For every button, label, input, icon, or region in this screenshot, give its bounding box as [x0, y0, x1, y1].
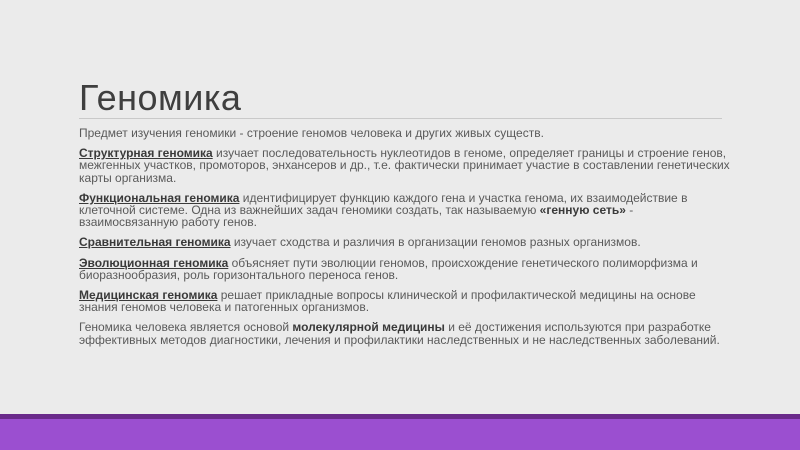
medical-genomics-text: решает прикладные вопросы клинической и профилактической медицины на основе знания геномов человека и патогенных организмов. — [79, 288, 696, 315]
structural-genomics-text: изучает последовательность нуклеотидов в геноме, определяет границы и строение генов, межгенных участков, промоторов, энхансеров и др., т.е. фактически принимает участие в составлении генетических карты организма. — [79, 146, 730, 185]
slide-body — [79, 127, 734, 354]
evolutionary-genomics-text: объясняет пути эволюции геномов, происхождение генетического полиморфизма и биоразнообразия, роль горизонтального переноса генов. — [79, 255, 698, 282]
structural-genomics-term: Структурная геномика — [79, 146, 213, 161]
medical-genomics-paragraph — [79, 289, 734, 313]
conclusion-paragraph — [79, 321, 734, 345]
gene-network-term: «генную сеть» — [539, 203, 626, 218]
footer-bar — [0, 419, 800, 450]
evolutionary-genomics-term: Эволюционная геномика — [79, 255, 229, 270]
evolutionary-genomics-paragraph — [79, 257, 734, 281]
intro-paragraph: Предмет изучения геномики - строение геномов человека и других живых существ. — [79, 126, 544, 140]
comparative-genomics-term: Сравнительная геномика — [79, 235, 231, 250]
title-divider — [79, 118, 722, 119]
medical-genomics-term: Медицинская геномика — [79, 288, 218, 303]
slide-title: Геномика — [79, 77, 242, 118]
functional-genomics-paragraph — [79, 192, 734, 229]
functional-genomics-text-before: идентифицирует функцию каждого гена и участка генома, их взаимодействие в клеточной системе. Одна из важнейших задач геномики создать, так называемую — [79, 190, 688, 218]
functional-genomics-text-after: - взаимосвязанную работу генов. — [79, 203, 634, 230]
conclusion-text-before: Геномика человека является основой — [79, 320, 293, 335]
structural-genomics-paragraph — [79, 147, 734, 184]
molecular-medicine-term: молекулярной медицины — [292, 320, 445, 335]
functional-genomics-term: Функциональная геномика — [79, 190, 240, 205]
conclusion-text-after: и её достижения используются при разработке эффективных методов диагностики, лечения и профилактики наследственных и не наследственных заболеваний. — [79, 320, 720, 347]
comparative-genomics-paragraph — [79, 236, 734, 248]
comparative-genomics-text: изучает сходства и различия в организации геномов разных организмов. — [230, 235, 641, 250]
